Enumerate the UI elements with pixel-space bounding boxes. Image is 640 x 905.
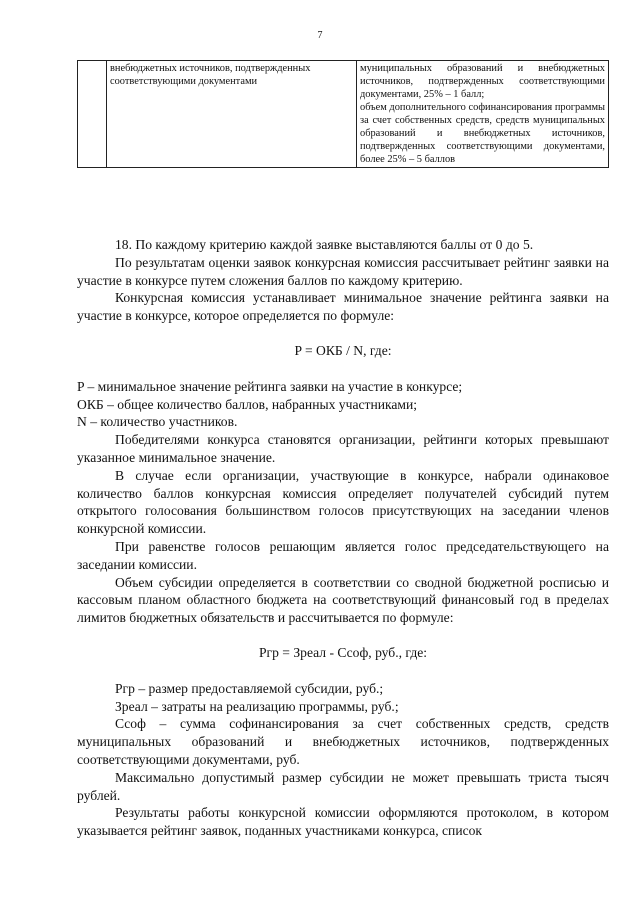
definition: Зреал – затраты на реализацию программы, руб.;: [115, 698, 399, 714]
paragraph: 18. По каждому критерию каждой заявке выставляются баллы от 0 до 5.: [115, 237, 534, 252]
criteria-table: [77, 60, 609, 168]
paragraph: Объем субсидии определяется в соответствии со сводной бюджетной росписью и кассовым планом областного бюджета на соответствующий финансовый год в пределах лимитов бюджетных обязательств и рассчитывается по формуле:: [77, 574, 609, 626]
document-body: [77, 236, 609, 840]
page-number: 7: [317, 30, 323, 41]
definition: Ргр – размер предоставляемой субсидии, руб.;: [115, 680, 384, 696]
paragraph: При равенстве голосов решающим является голос председательствующего на заседании комиссии.: [77, 538, 609, 572]
table-cell-number: [78, 61, 107, 168]
paragraph: Конкурсная комиссия устанавливает минимальное значение рейтинга заявки на участие в конкурсе, которое определяется по формуле:: [77, 290, 609, 324]
definition: Ссоф – сумма софинансирования за счет собственных средств, средств муниципальных образований и внебюджетных источников, подтвержденных соответствующими документами, руб.: [77, 716, 609, 767]
definition: ОКБ – общее количество баллов, набранных участниками;: [77, 396, 418, 412]
paragraph: По результатам оценки заявок конкурсная комиссия рассчитывает рейтинг заявки на участие в конкурсе путем сложения баллов по каждому критерию.: [77, 254, 609, 288]
table-cell-criterion: внебюджетных источников, подтвержденных соответствующими документами: [107, 61, 357, 168]
paragraph: Победителями конкурса становятся организации, рейтинги которых превышают указанное минимальное значение.: [77, 432, 609, 465]
definition: P – минимальное значение рейтинга заявки на участие в конкурсе;: [77, 378, 463, 394]
paragraph: В случае если организации, участвующие в конкурсе, набрали одинаковое количество баллов конкурсная комиссия определяет получателей субсидий путем открытого голосования большинством голосов присутствующих на заседании членов конкурсной комиссии.: [77, 467, 609, 537]
paragraph: Максимально допустимый размер субсидии не может превышать триста тысяч рублей.: [77, 769, 609, 803]
paragraph: Результаты работы конкурсной комиссии оформляются протоколом, в котором указывается рейтинг заявок, поданных участниками конкурса, список: [77, 805, 609, 839]
table-cell-scoring: [357, 61, 609, 168]
table-row: [78, 61, 609, 168]
formula-subsidy: Ргр = Зреал - Ссоф, руб., где:: [258, 644, 428, 660]
scoring-item: объем дополнительного софинансирования программы за счет собственных средств, средств муниципальных образований и внебюджетных источников, подтвержденных соответствующими документами, более 25% – 5 баллов: [360, 102, 605, 165]
formula-rating: P = ОКБ / N, где:: [294, 342, 392, 358]
scoring-item: муниципальных образований и внебюджетных источников, подтвержденных соответствующими документами, 25% – 1 балл;: [360, 63, 605, 100]
definition: N – количество участников.: [77, 414, 238, 430]
